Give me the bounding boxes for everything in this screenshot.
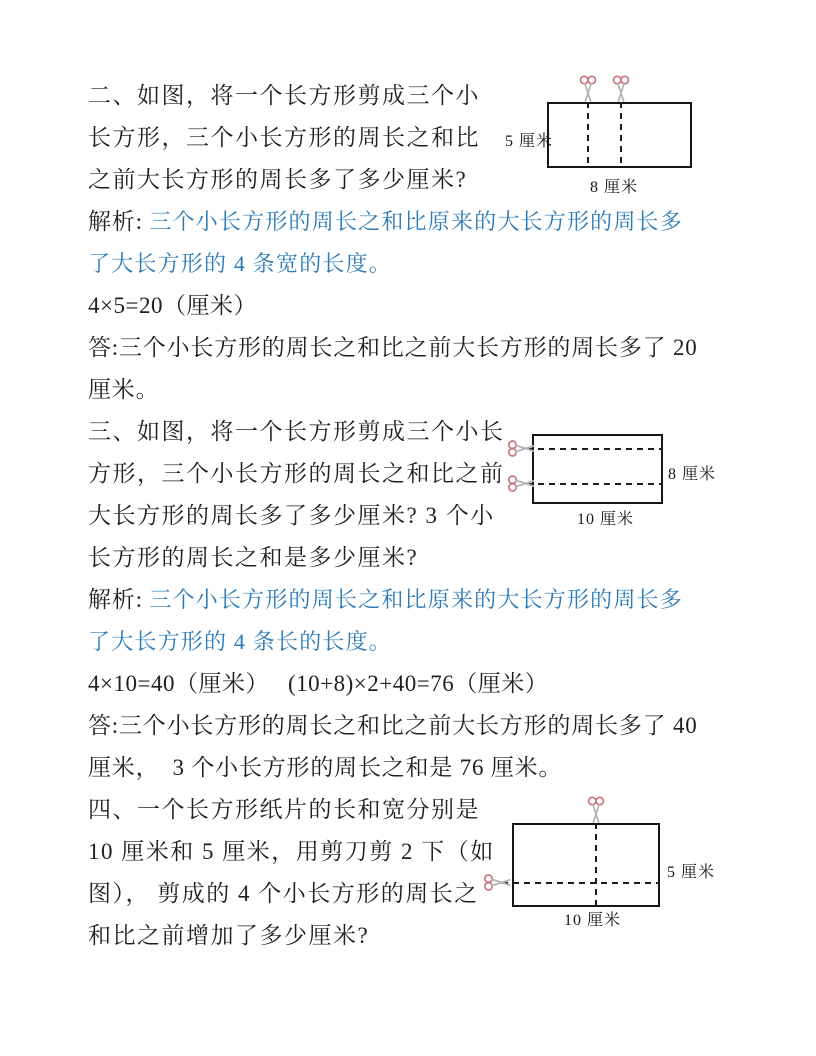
height-label: 8 厘米 [668, 466, 717, 483]
calculation-1: 4×10=40（厘米） [88, 671, 269, 696]
problem3-diagram [485, 418, 725, 530]
problem2-statement-line: 之前大长方形的周长多了多少厘米? [88, 167, 468, 192]
analysis-text: 三个小长方形的周长之和比原来的大长方形的周长多 [149, 587, 683, 612]
problem4-statement-line: 10 厘米和 5 厘米，用剪刀剪 2 下（如 [88, 839, 495, 864]
problem2-answer-line: 厘米。 [88, 377, 160, 402]
analysis-text: 三个小长方形的周长之和比原来的大长方形的周长多 [149, 209, 683, 234]
problem4-diagram [480, 788, 725, 928]
problem3-statement-line: 长方形的周长之和是多少厘米? [88, 545, 419, 570]
problem3-calculation-line [88, 670, 549, 698]
scissors-icon [586, 796, 606, 823]
cut-line-vertical [587, 102, 589, 168]
problem3-answer-line: 厘米， 3 个小长方形的周长之和是 76 厘米。 [88, 755, 563, 780]
rectangle [532, 434, 663, 504]
problem3-statement-line: 大长方形的周长多了多少厘米? 3 个小 [88, 503, 495, 528]
analysis-text: 了大长方形的 4 条宽的长度。 [88, 251, 393, 276]
problem2-statement-line: 二、如图，将一个长方形剪成三个小 [88, 83, 480, 108]
problem3-statement-line: 方形，三个小长方形的周长之和比之前 [88, 461, 505, 486]
problem4-statement-line: 图）， 剪成的 4 个小长方形的周长之 [88, 881, 479, 906]
problem2-analysis-line [88, 250, 392, 278]
scissors-icon [508, 474, 535, 494]
cut-line-vertical [620, 102, 622, 168]
rectangle [512, 823, 660, 907]
cut-line-horizontal [527, 448, 663, 450]
problem3-answer-line: 答:三个小长方形的周长之和比之前大长方形的周长多了 40 [88, 713, 698, 738]
width-label: 8 厘米 [590, 179, 639, 196]
problem3-analysis-line [88, 586, 683, 614]
scissors-icon [508, 439, 535, 459]
scissors-icon [578, 75, 598, 102]
width-label: 10 厘米 [564, 912, 622, 929]
problem2-answer-line: 答:三个小长方形的周长之和比之前大长方形的周长多了 20 [88, 335, 698, 360]
problem3-statement-line: 三、如图，将一个长方形剪成三个小长 [88, 419, 505, 444]
analysis-label: 解析: [88, 587, 150, 612]
scissors-icon [484, 873, 511, 893]
problem2-calculation: 4×5=20（厘米） [88, 293, 257, 318]
cut-line-horizontal [502, 882, 660, 884]
analysis-label: 解析: [88, 209, 150, 234]
cut-line-horizontal [527, 483, 663, 485]
problem4-statement-line: 四、一个长方形纸片的长和宽分别是 [88, 797, 480, 822]
width-label: 10 厘米 [577, 511, 635, 528]
calculation-2: (10+8)×2+40=76（厘米） [288, 671, 549, 696]
problem3-analysis-line [88, 628, 392, 656]
problem2-statement-line: 长方形，三个小长方形的周长之和比 [88, 125, 480, 150]
scissors-icon [611, 75, 631, 102]
cut-line-vertical [595, 823, 597, 907]
problem4-statement-line: 和比之前增加了多少厘米? [88, 923, 370, 948]
problem2-analysis-line [88, 208, 683, 236]
problem2-diagram [490, 74, 725, 194]
height-label: 5 厘米 [505, 133, 554, 150]
height-label: 5 厘米 [667, 864, 716, 881]
analysis-text: 了大长方形的 4 条长的长度。 [88, 629, 393, 654]
